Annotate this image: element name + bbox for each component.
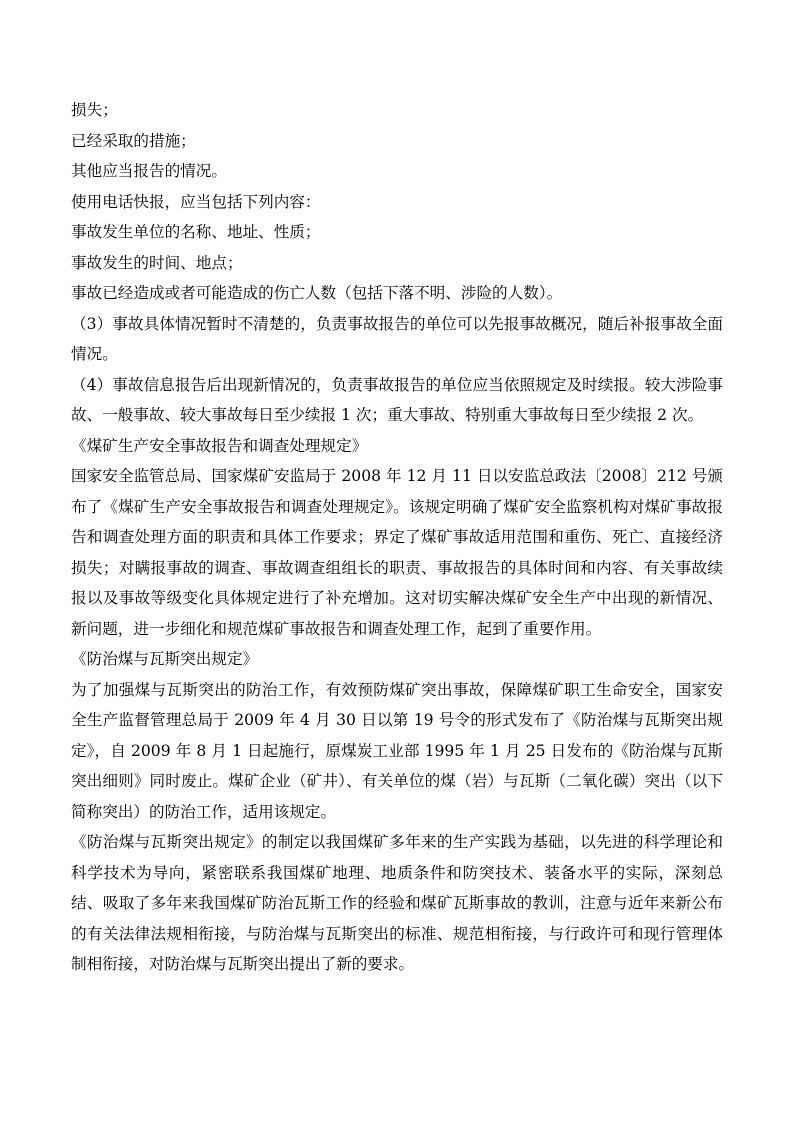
heading-accident-report-rules: 《煤矿生产安全事故报告和调查处理规定》 xyxy=(71,436,368,455)
paragraph-other-situations: 其他应当报告的情况。 xyxy=(71,162,227,180)
paragraph-item-3: （3）事故具体情况暂时不清楚的，负责事故报告的单位可以先报事故概况，随后补报事故全面情况。 xyxy=(71,314,723,363)
paragraph-outburst-rules-basis: 《防治煤与瓦斯突出规定》的制定以我国煤矿多年来的生产实践为基础，以先进的科学理论和科学技术为导向，紧密联系我国煤矿地理、地质条件和防突技术、装备水平的实际，深刻总结、吸取了多年来我国煤矿防治瓦斯工作的经验和煤矿瓦斯事故的教训，注意与近年来新公布的有关法律法规相衔接，与防治煤与瓦斯突出的标准、规范相衔接，与行政许可和现行管理体制相衔接，对防治煤与瓦斯突出提出了新的要求。 xyxy=(71,833,723,973)
paragraph-loss: 损失； xyxy=(71,101,118,119)
paragraph-item-4: （4）事故信息报告后出现新情况的，负责事故报告的单位应当依照规定及时续报。较大涉险事故、一般事故、较大事故每日至少续报 1 次；重大事故、特别重大事故每日至少续报 2 次。 xyxy=(71,375,723,424)
paragraph-unit-info: 事故发生单位的名称、地址、性质； xyxy=(71,223,321,241)
paragraph-phone-report: 使用电话快报，应当包括下列内容： xyxy=(71,192,321,211)
paragraph-time-place: 事故发生的时间、地点； xyxy=(71,253,243,272)
paragraph-outburst-rules-issued: 为了加强煤与瓦斯突出的防治工作，有效预防煤矿突出事故，保障煤矿职工生命安全，国家安全生产监督管理总局于 2009 年 4 月 30 日以第 19 号令的形式发布了《防治煤与瓦斯突出规定》，自 2009 年 8 月 1 日起施行，原煤炭工业部 1995 年 1 月 25 日发布的《防治煤与瓦斯突出细则》同时废止。煤矿企业（矿井）、有关单位的煤（岩）与瓦斯（二氧化碳）突出（以下简称突出）的防治工作，适用该规定。 xyxy=(71,680,723,821)
paragraph-measures-taken: 已经采取的措施； xyxy=(71,131,196,150)
paragraph-casualties: 事故已经造成或者可能造成的伤亡人数（包括下落不明、涉险的人数）。 xyxy=(71,284,563,302)
heading-outburst-rules: 《防治煤与瓦斯突出规定》 xyxy=(71,650,259,668)
document-body xyxy=(71,95,723,980)
paragraph-accident-report-rules: 国家安全监管总局、国家煤矿安监局于 2008 年 12 月 11 日以安监总政法〔2008〕212 号颁布了《煤矿生产安全事故报告和调查处理规定》。该规定明确了煤矿安全监察机构对煤矿事故报告和调查处理方面的职责和具体工作要求；界定了煤矿事故适用范围和重伤、死亡、直接经济损失；对瞒报事故的调查、事故调查组组长的职责、事故报告的具体时间和内容、有关事故续报以及事故等级变化具体规定进行了补充增加。这对切实解决煤矿安全生产中出现的新情况、新问题，进一步细化和规范煤矿事故报告和调查处理工作，起到了重要作用。 xyxy=(71,467,723,638)
